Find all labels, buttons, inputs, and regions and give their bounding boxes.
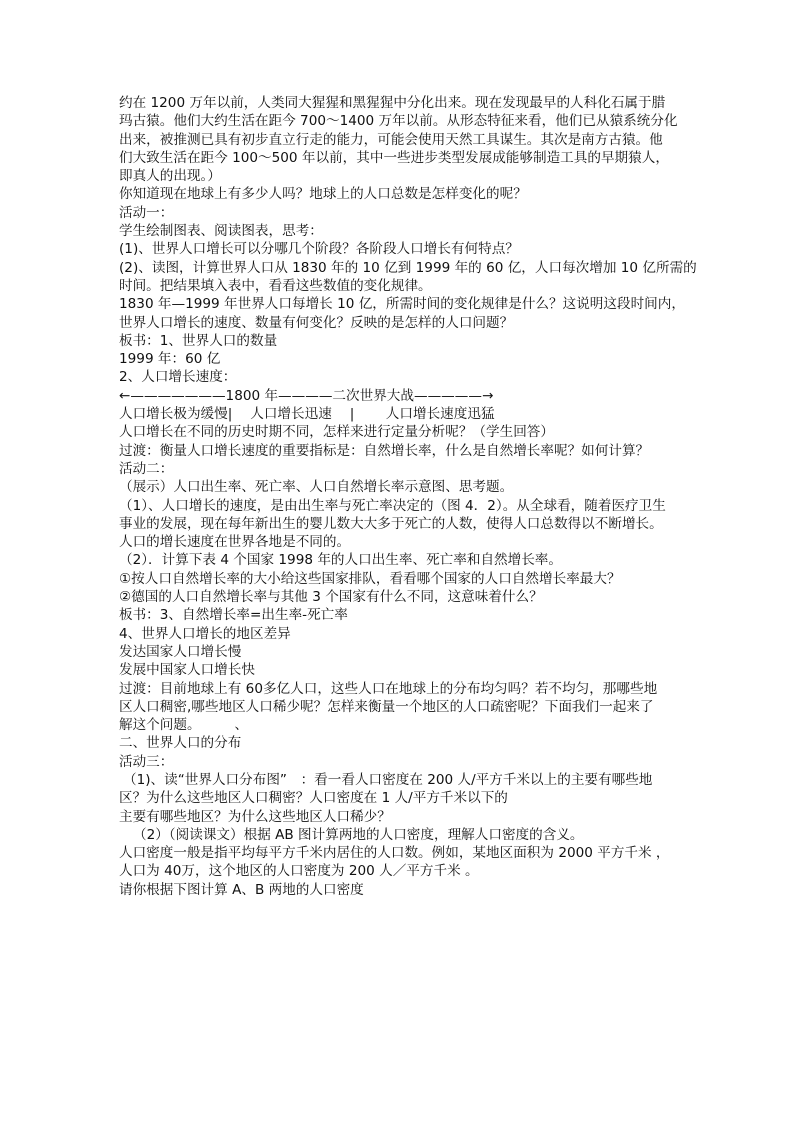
text-line: 解这个问题。 、 [119, 717, 249, 734]
board-note: 板书：1、世界人口的数量 [119, 332, 278, 349]
question-line: (2)、读图，计算世界人口从 1830 年的 10 亿到 1999 年的 60 亿，人口每次增加 10 亿所需的 [119, 259, 697, 276]
text-line: 约在 1200 万年以前，人类同大猩猩和黑猩猩中分化出来。现在发现最早的人科化石属于腊 [119, 95, 666, 111]
text-line: 出来，被推测已具有初步直立行走的能力，可能会使用天然工具谋生。其次是南方古猿。他 [119, 131, 663, 148]
text-line: 发展中国家人口增长快 [119, 662, 255, 679]
timeline-labels: 人口增长极为缓慢| 人口增长迅速 | 人口增长速度迅猛 [119, 406, 495, 423]
text-line: 即真人的出现。） [119, 168, 221, 185]
question-line: （2）．计算下表 4 个国家 1998 年的人口出生率、死亡率和自然增长率。 [119, 552, 562, 569]
text-line: 2、人口增长速度： [119, 369, 237, 386]
document-body [119, 94, 697, 899]
heading-activity-2: 活动二： [119, 460, 174, 477]
text-line: 主要有哪些地区？为什么这些地区人口稀少？ [119, 808, 391, 825]
text-line: 人口密度一般是指平均每平方千米内居住的人口数。例如，某地区面积为 2000 平方千米 ， [119, 845, 670, 862]
section-heading: 二、世界人口的分布 [119, 735, 242, 752]
heading-activity-3: 活动三： [119, 753, 174, 770]
text-line: 发达国家人口增长慢 [119, 643, 242, 660]
text-line: 1830 年—1999 年世界人口每增长 10 亿，所需时间的变化规律是什么？这说明这段时间内， [119, 296, 685, 313]
question-line: ②德国的人口自然增长率与其他 3 个国家有什么不同，这意味着什么？ [119, 589, 543, 606]
text-line: 4、世界人口增长的地区差异 [119, 625, 291, 642]
text-line: 事业的发展，现在每年新出生的婴儿数大大多于死亡的人数，使得人口总数得以不断增长。 [119, 515, 663, 532]
text-line: 你知道现在地球上有多少人吗？地球上的人口总数是怎样变化的呢？ [119, 186, 527, 203]
board-note: 板书：3、自然增长率=出生率-死亡率 [119, 607, 348, 624]
text-line: 区人口稠密,哪些地区人口稀少呢？怎样来衡量一个地区的人口疏密呢？下面我们一起来了 [119, 698, 654, 715]
text-line: 区？为什么这些地区人口稠密？人口密度在 1 人/平方千米以下的 [119, 790, 508, 807]
text-line: 世界人口增长的速度、数量有何变化？反映的是怎样的人口问题？ [119, 314, 514, 331]
text-line: 时间。把结果填入表中，看看这些数值的变化规律。 [119, 277, 432, 294]
text-line: 人口为 40万，这个地区的人口密度为 200 人／平方千米 。 [119, 863, 479, 880]
text-line: 人口增长在不同的历史时期不同，怎样来进行定量分析呢？（学生回答） [119, 424, 554, 441]
transition-line: 过渡：衡量人口增长速度的重要指标是：自然增长率，什么是自然增长率呢？如何计算？ [119, 442, 650, 459]
question-line: ①按人口自然增长率的大小给这些国家排队，看看哪个国家的人口自然增长率最大？ [119, 570, 621, 587]
question-line: （2）（阅读课文）根据 AB 图计算两地的人口密度，理解人口密度的含义。 [133, 826, 584, 843]
heading-activity-1: 活动一： [119, 204, 174, 221]
text-line: 人口的增长速度在世界各地是不同的。 [119, 534, 351, 551]
text-line: 1999 年：60 亿 [119, 351, 221, 368]
text-line: 请你根据下图计算 A、B 两地的人口密度 [119, 881, 364, 898]
question-line: （1）、人口增长的速度，是由出生率与死亡率决定的（图 4．2）。从全球看，随着医疗卫生 [119, 497, 666, 514]
transition-line: 过渡：目前地球上有 60多亿人口，这些人口在地球上的分布均匀吗？若不均匀，那哪些地 [119, 680, 658, 697]
text-line: 学生绘制图表、阅读图表，思考： [119, 223, 323, 240]
question-line: （1)、读“世界人口分布图” ：看一看人口密度在 200 人/平方千米以上的主要有哪些地 [123, 771, 653, 788]
timeline-line: ←———————1800 年————二次世界大战—————→ [119, 387, 494, 404]
text-line: 玛古猿。他们大约生活在距今 700～1400 万年以前。从形态特征来看，他们已从猿系统分化 [119, 113, 678, 130]
text-line: （展示）人口出生率、死亡率、人口自然增长率示意图、思考题。 [119, 479, 514, 496]
text-line: 们大致生活在距今 100～500 年以前，其中一些进步类型发展成能够制造工具的早期猿人， [119, 149, 669, 166]
question-line: (1)、世界人口增长可以分哪几个阶段？各阶段人口增长有何特点？ [119, 241, 519, 258]
